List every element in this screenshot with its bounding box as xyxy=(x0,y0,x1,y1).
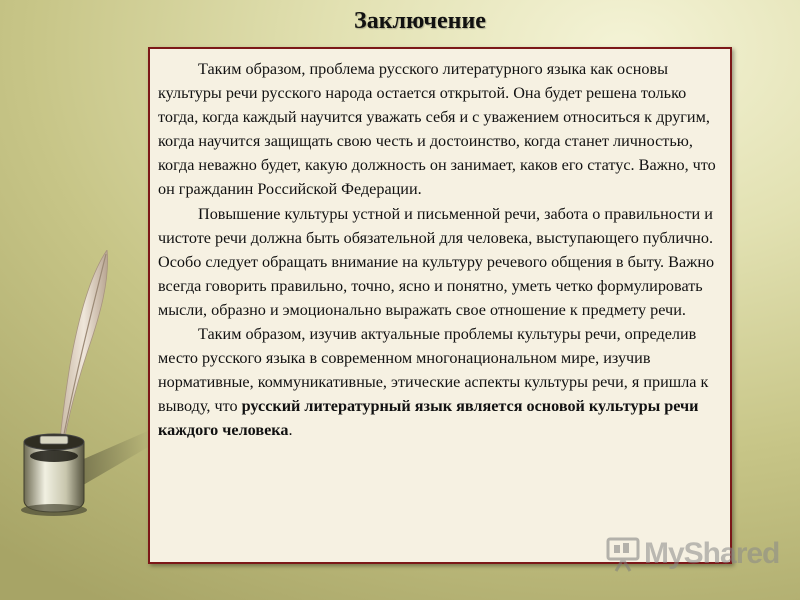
watermark-text: MyShared xyxy=(644,537,780,570)
conclusion-text-box xyxy=(148,47,732,564)
paragraph-3-bold: русский литературный язык является основой культуры речи каждого человека xyxy=(158,397,699,440)
paragraph-3-start: Таким образом, изучив актуальные проблемы культуры речи, определив место русского языка в современном многонациональном мире, изучив нормативные, коммуникативные, этические аспекты культуры речи, я пришла к выводу, что xyxy=(158,325,709,416)
paragraph-1: Таким образом, проблема русского литературного языка как основы культуры речи русского народа остается открытой. Она будет решена только тогда, когда каждый научится уважать себя и с уважением относиться к другим, когда научится защищать свою честь и достоинство, когда станет личностью, когда неважно будет, какую должность он занимает, каков его статус. Важно, что он гражданин Российской Федерации. xyxy=(158,60,716,199)
paragraph-3 xyxy=(158,322,724,442)
quill-pen-in-inkwell-icon xyxy=(0,250,150,530)
slide-title: Заключение xyxy=(354,8,486,34)
paragraph-2: Повышение культуры устной и письменной речи, забота о правильности и чистоте речи должна быть обязательной для человека, выступающего публично. Особо следует обращать внимание на культуру речевого общения в быту. Важно всегда говорить правильно, точно, ясно и понятно, уметь четко формулировать мысли, образно и эмоционально выражать свое отношение к предмету речи. xyxy=(158,204,715,319)
paragraph-3-end: . xyxy=(288,421,293,440)
